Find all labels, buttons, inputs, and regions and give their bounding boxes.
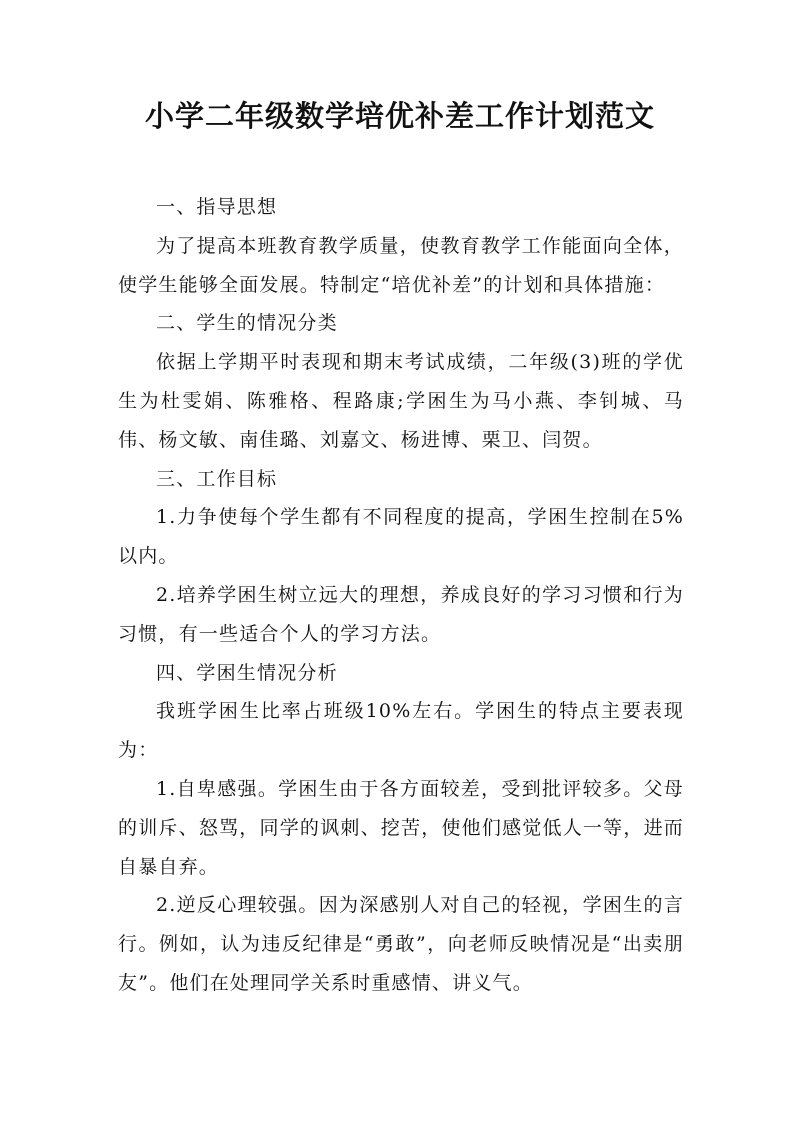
paragraph-guiding-idea: 为了提高本班教育教学质量，使教育教学工作能面向全体，使学生能够全面发展。特制定“培优补差”的计划和具体措施： xyxy=(118,234,684,296)
paragraph-analysis-1: 1.自卑感强。学困生由于各方面较差，受到批评较多。父母的训斥、怒骂，同学的讽刺、挖苦，使他们感觉低人一等，进而自暴自弃。 xyxy=(118,777,684,878)
section-heading-work-goals: 三、工作目标 xyxy=(156,467,278,490)
section-heading-student-classification: 二、学生的情况分类 xyxy=(156,312,338,335)
paragraph-analysis-intro: 我班学困生比率占班级10%左右。学困生的特点主要表现为： xyxy=(118,700,684,762)
paragraph-analysis-2: 2.逆反心理较强。因为深感别人对自己的轻视，学困生的言行。例如，认为违反纪律是“勇敢”，向老师反映情况是“出卖朋友”。他们在处理同学关系时重感情、讲义气。 xyxy=(118,894,684,994)
document-title: 小学二年级数学培优补差工作计划范文 xyxy=(144,99,655,133)
paragraph-goal-1: 1.力争使每个学生都有不同程度的提高，学困生控制在5%以内。 xyxy=(118,506,684,568)
paragraph-student-classification: 依据上学期平时表现和期末考试成绩，二年级(3)班的学优生为杜雯娟、陈雅格、程路康;学困生为马小燕、李钊城、马伟、杨文敏、南佳璐、刘嘉文、杨进博、栗卫、闫贺。 xyxy=(118,351,684,451)
section-heading-guiding-idea: 一、指导思想 xyxy=(156,196,278,218)
document-body xyxy=(118,188,684,1003)
paragraph-goal-2: 2.培养学困生树立远大的理想，养成良好的学习习惯和行为习惯，有一些适合个人的学习方法。 xyxy=(118,583,684,645)
section-heading-struggling-students-analysis: 四、学困生情况分析 xyxy=(156,661,338,684)
